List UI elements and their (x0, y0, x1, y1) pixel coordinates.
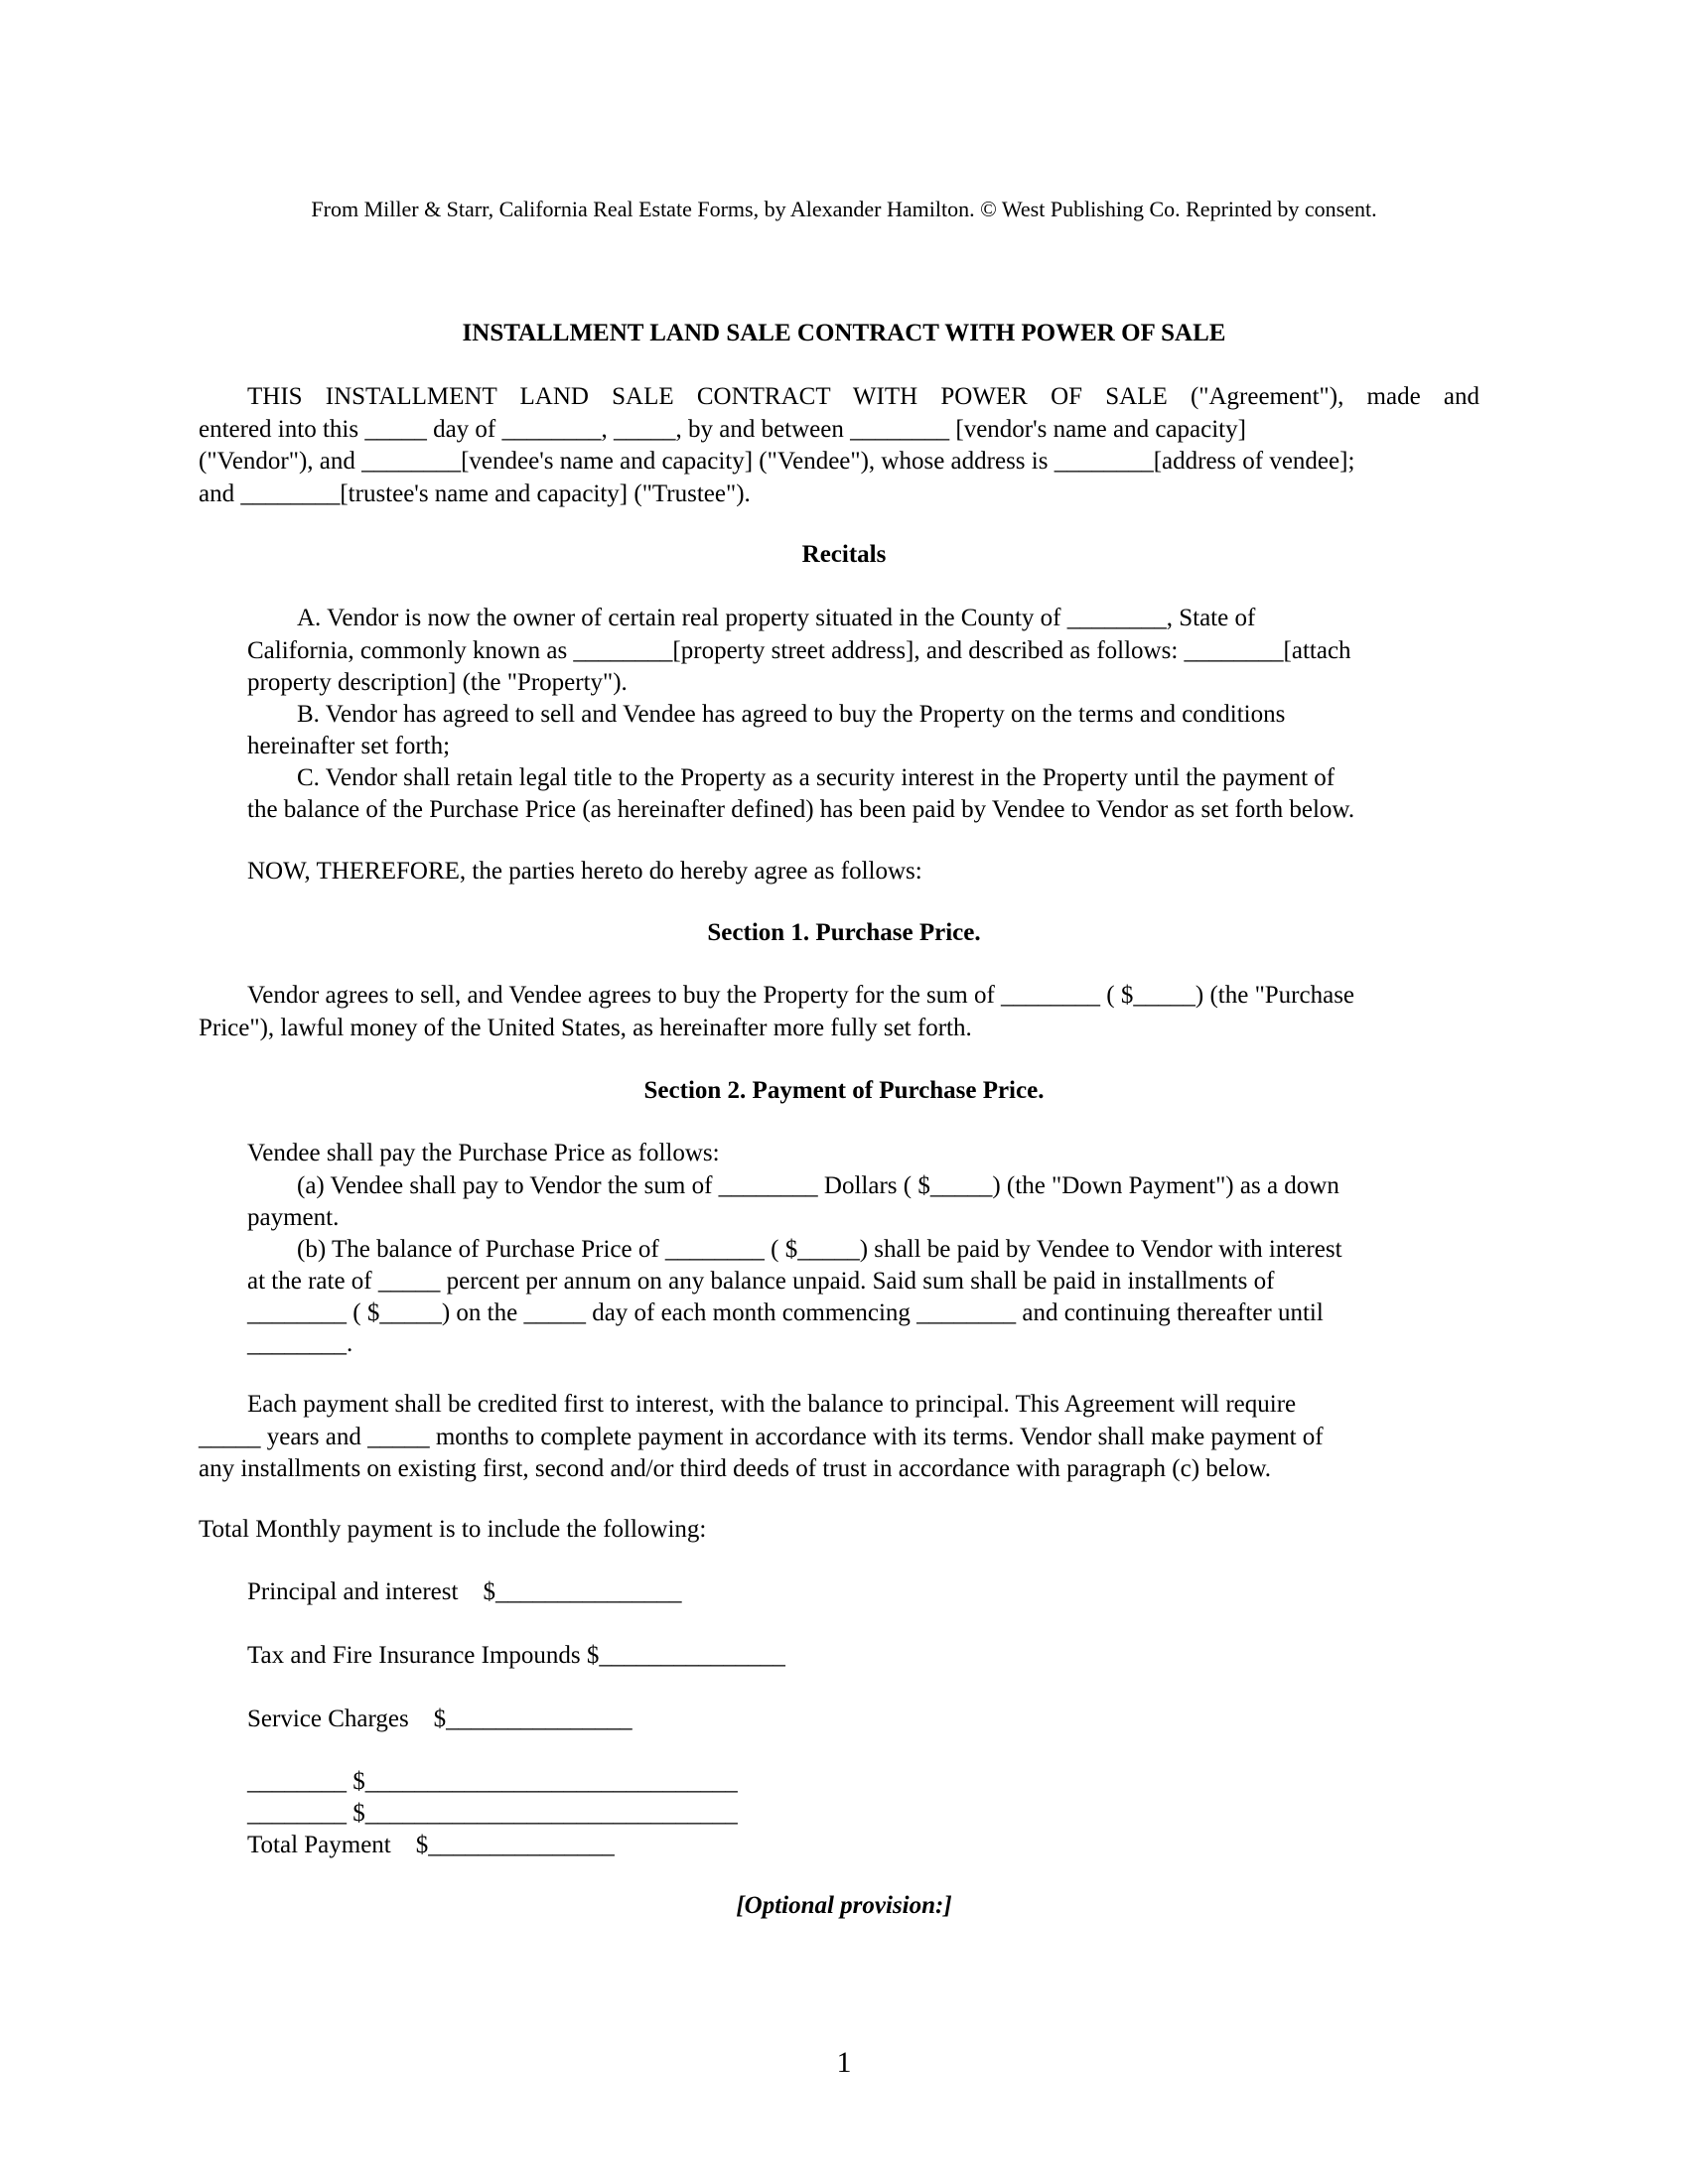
section-2-line: ________. (247, 1330, 353, 1357)
section-1-line: Vendor agrees to sell, and Vendee agrees to buy the Property for the sum of ________ ( $_____) (the "Purchase (247, 982, 1355, 1009)
document-title: INSTALLMENT LAND SALE CONTRACT WITH POWER OF SALE (462, 320, 1226, 346)
intro-line: THIS INSTALLMENT LAND SALE CONTRACT WITH POWER OF SALE ("Agreement"), made and (247, 383, 1479, 410)
recital-line: the balance of the Purchase Price (as hereinafter defined) has been paid by Vendee to Vendor as set forth below. (247, 796, 1355, 823)
section-1-line: Price"), lawful money of the United States, as hereinafter more fully set forth. (199, 1015, 972, 1041)
payment-item-total: Total Payment $_______________ (247, 1832, 615, 1858)
payment-item-tax-insurance: Tax and Fire Insurance Impounds $_______________ (247, 1642, 785, 1669)
recitals-heading: Recitals (801, 541, 887, 568)
payment-item-blank-1: ________ $______________________________ (247, 1768, 738, 1795)
optional-provision-label: [Optional provision:] (736, 1892, 952, 1919)
recital-line: property description] (the "Property"). (247, 669, 628, 696)
payment-item-blank-2: ________ $______________________________ (247, 1800, 738, 1827)
section-1-heading: Section 1. Purchase Price. (707, 919, 981, 946)
total-monthly-intro: Total Monthly payment is to include the following: (199, 1516, 707, 1543)
section-2-line: (a) Vendee shall pay to Vendor the sum of ________ Dollars ( $_____) (the "Down Payment") as a down (297, 1172, 1339, 1199)
page-number: 1 (836, 2046, 852, 2079)
section-2-line: Vendee shall pay the Purchase Price as follows: (247, 1140, 720, 1166)
section-2-line: payment. (247, 1204, 340, 1231)
recital-line: hereinafter set forth; (247, 733, 451, 759)
recital-line: California, commonly known as ________[property street address], and described as follows: ________[attach (247, 637, 1351, 664)
section-2-line: (b) The balance of Purchase Price of ________ ( $_____) shall be paid by Vendee to Vendor with interest (297, 1236, 1342, 1263)
source-attribution: From Miller & Starr, California Real Estate Forms, by Alexander Hamilton. © West Publishing Co. Reprinted by consent. (311, 197, 1377, 221)
recital-line: C. Vendor shall retain legal title to the Property as a security interest in the Property until the payment of (297, 764, 1336, 791)
recital-line: B. Vendor has agreed to sell and Vendee has agreed to buy the Property on the terms and conditions (297, 701, 1286, 728)
each-payment-line: _____ years and _____ months to complete payment in accordance with its terms. Vendor shall make payment of (199, 1424, 1324, 1450)
payment-item-service-charges: Service Charges $_______________ (247, 1706, 633, 1732)
each-payment-line: any installments on existing first, second and/or third deeds of trust in accordance with paragraph (c) below. (199, 1455, 1272, 1482)
each-payment-line: Each payment shall be credited first to interest, with the balance to principal. This Agreement will require (247, 1391, 1297, 1418)
recital-line: A. Vendor is now the owner of certain real property situated in the County of ________, State of (297, 605, 1256, 631)
section-2-heading: Section 2. Payment of Purchase Price. (643, 1077, 1045, 1104)
intro-line: entered into this _____ day of ________, _____, by and between ________ [vendor's name and capacity] (199, 416, 1246, 443)
section-2-line: ________ ( $_____) on the _____ day of each month commencing ________ and continuing thereafter until (247, 1299, 1324, 1326)
section-2-line: at the rate of _____ percent per annum on any balance unpaid. Said sum shall be paid in installments of (247, 1268, 1275, 1295)
intro-line: ("Vendor"), and ________[vendee's name and capacity] ("Vendee"), whose address is ________[address of vendee]; (199, 448, 1355, 475)
intro-line: and ________[trustee's name and capacity] ("Trustee"). (199, 480, 751, 507)
now-therefore-clause: NOW, THEREFORE, the parties hereto do hereby agree as follows: (247, 858, 922, 885)
payment-item-principal-interest: Principal and interest $_______________ (247, 1578, 682, 1605)
